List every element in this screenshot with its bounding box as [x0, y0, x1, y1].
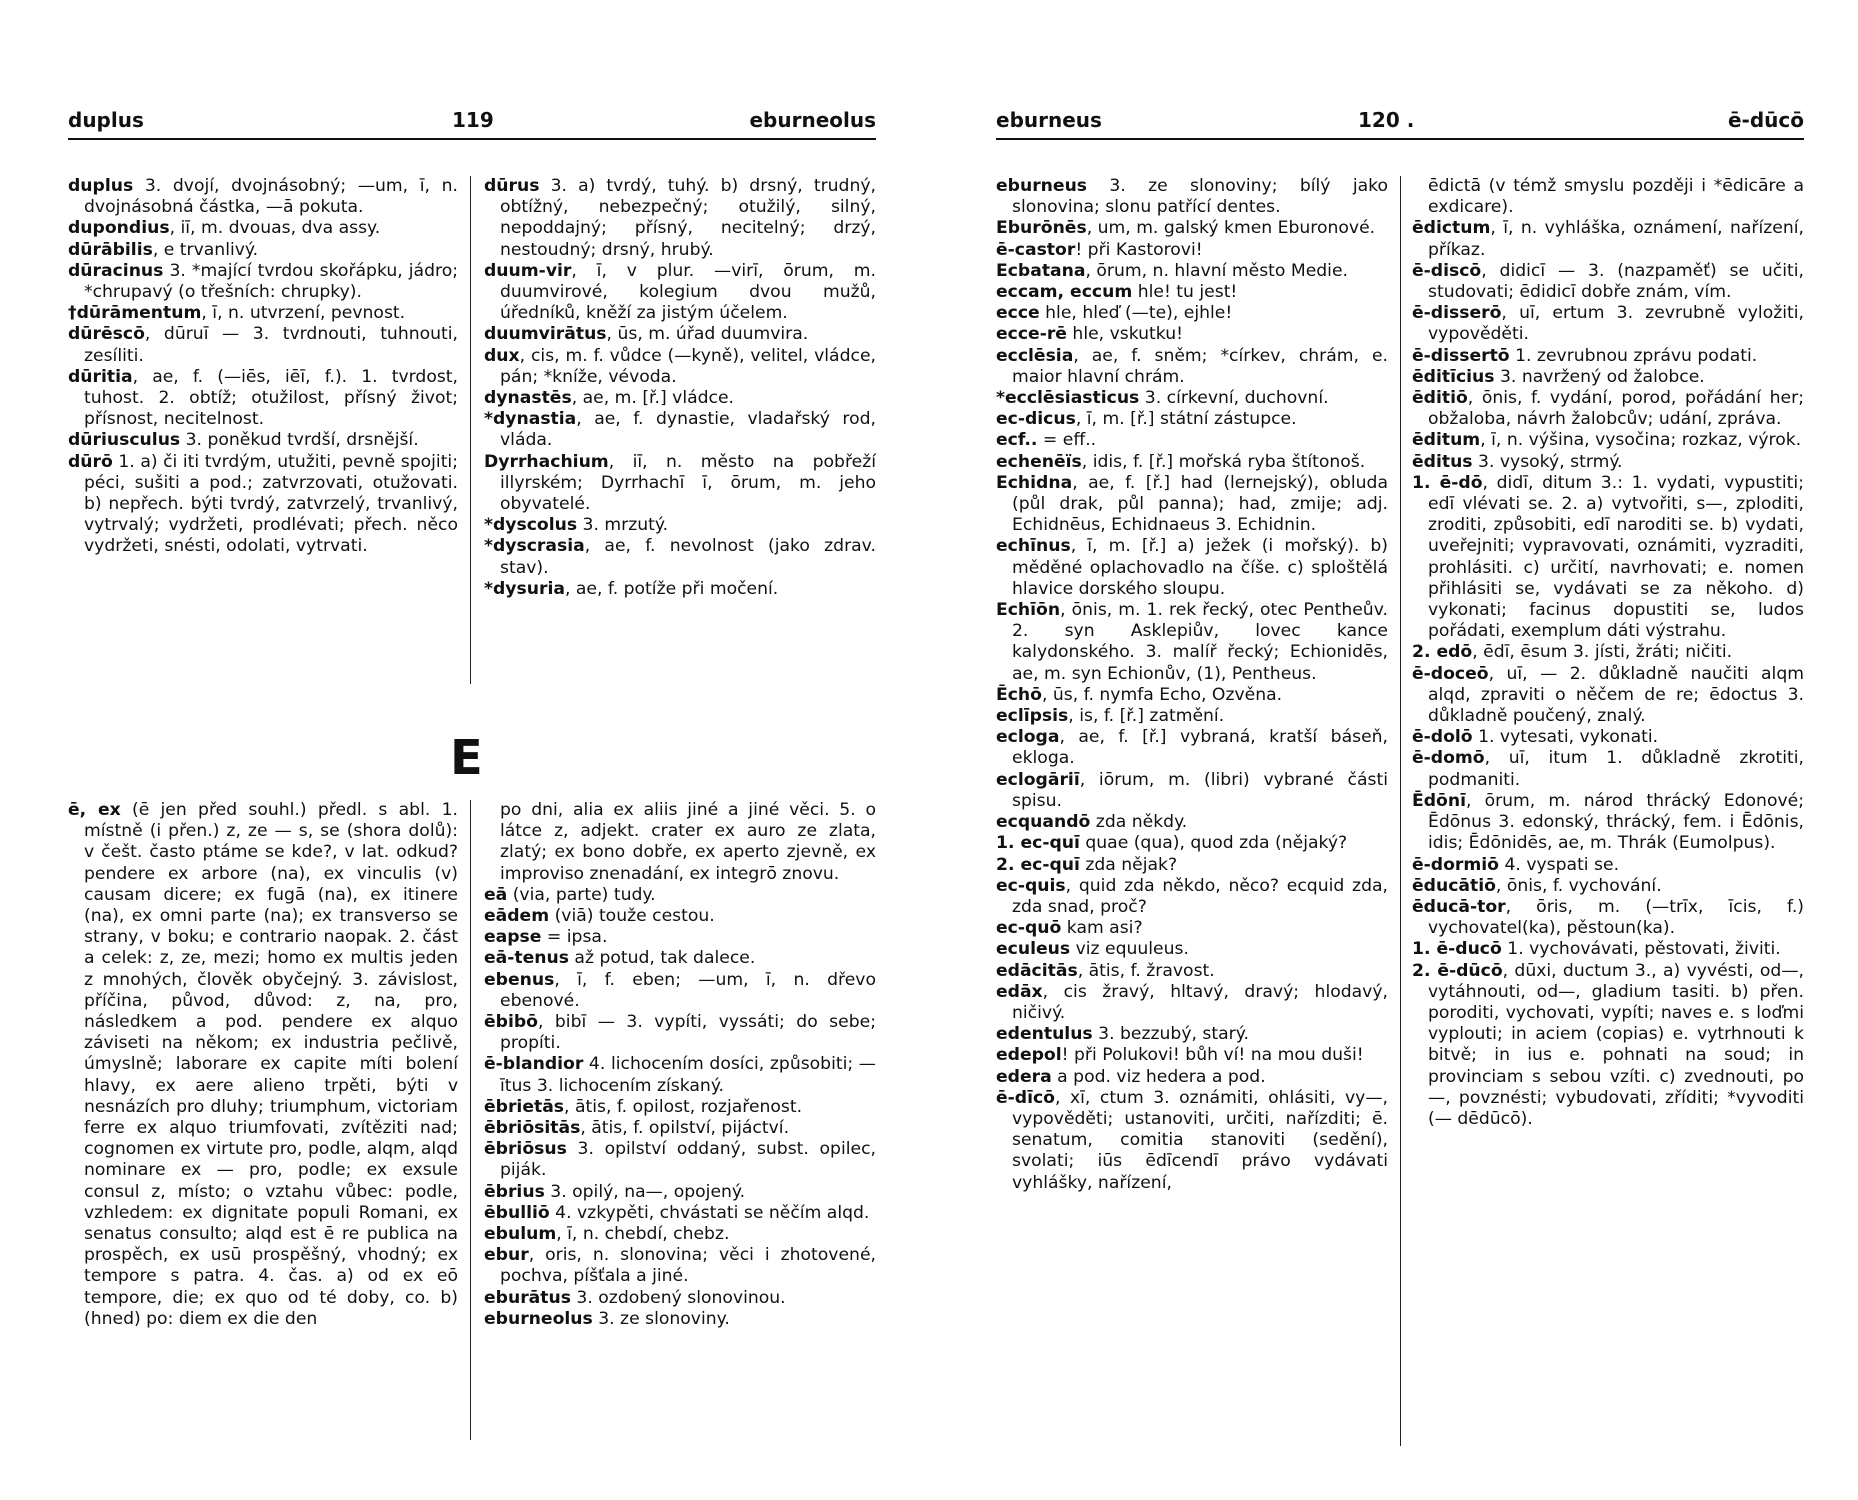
entry-headword: ēbulliō [484, 1202, 550, 1223]
dictionary-entry [1412, 939, 1804, 960]
entry-definition: , ae, f. [ř.] had (lernejský), obluda (půl drak, půl panna); had, zmije; adj. Echidnēus, Echidnaeus 3. Echidnin. [1012, 472, 1388, 536]
header-rule [68, 138, 876, 140]
entry-headword: ec-dicus [996, 409, 1076, 430]
dictionary-entry [484, 1054, 876, 1096]
dictionary-entry [996, 1067, 1388, 1088]
entry-headword: duum-vir [484, 260, 572, 281]
entry-headword: Echīōn [996, 600, 1061, 621]
entry-headword: ē-doceō [1412, 663, 1489, 684]
entry-definition: 3. ze slonoviny; bílý jako slonovina; slonu patřící dentes. [1012, 176, 1388, 218]
entry-headword: ēbibō [484, 1012, 538, 1033]
column-divider [470, 800, 471, 1440]
entry-definition: = ipsa. [541, 927, 608, 948]
entry-headword: dūritia [68, 366, 133, 387]
header-first-headword: eburneus [996, 108, 1102, 132]
column-top-right [484, 176, 876, 600]
entry-headword: ēditum [1412, 430, 1481, 451]
dictionary-entry [484, 452, 876, 516]
dictionary-entry [484, 970, 876, 1012]
entry-headword: dūriusculus [68, 430, 181, 451]
entry-headword: duplus [68, 176, 134, 196]
entry-headword: ecce [996, 303, 1040, 324]
entry-definition: , ātis, f. opilství, pijáctví. [580, 1118, 790, 1139]
dictionary-entry [1412, 748, 1804, 790]
dictionary-entry [484, 324, 876, 345]
entry-definition: , ēdī, ēsum 3. jísti, žráti; ničiti. [1472, 642, 1733, 663]
dictionary-entry [68, 367, 458, 431]
entry-definition: , e trvanlivý. [152, 239, 259, 260]
entry-headword: dūrō [68, 451, 113, 472]
entry-headword: †dūrāmentum [68, 303, 202, 324]
entry-definition: ! při Polukovi! bůh ví! na mou duši! [1061, 1045, 1364, 1066]
dictionary-entry [484, 927, 876, 948]
dictionary-entry [996, 176, 1388, 218]
entry-definition: ēdictā (v témž smyslu později i *ēdicāre a exdicare). [1428, 176, 1804, 218]
entry-definition: 3. opilý, na—, opojený. [544, 1181, 746, 1202]
dictionary-entry [996, 982, 1388, 1024]
dictionary-entry [484, 948, 876, 969]
entry-headword: dūrēscō [68, 324, 145, 345]
entry-definition: 3. dvojí, dvojnásobný; —um, ī, n. dvojnásobná částka, —ā pokuta. [84, 176, 458, 218]
entry-headword: 2. ec-quī [996, 854, 1080, 875]
entry-headword: ec-quis [996, 875, 1066, 896]
dictionary-entry [68, 261, 458, 303]
entry-headword: ecce-rē [996, 324, 1067, 345]
entry-definition: , ōnis, f. vychování. [1495, 875, 1662, 896]
entry-definition: quae (qua), quod zda (nějaký? [1079, 833, 1348, 854]
entry-definition: zda někdy. [1090, 812, 1188, 833]
dictionary-entry [996, 409, 1388, 430]
entry-headword: eclīpsis [996, 706, 1069, 727]
entry-definition: , iī, n. město na pobřeží illyrském; Dyrrhachī ī, ōrum, m. jeho obyvatelé. [500, 451, 876, 515]
entry-definition: , iī, m. dvouas, dva assy. [169, 218, 381, 239]
entry-definition: , ōnis, f. vydání, porod, pořádání her; obžaloba, návrh žalobcův; udání, zpráva. [1428, 388, 1804, 430]
dictionary-entry [996, 727, 1388, 769]
dictionary-entry [1412, 367, 1804, 388]
dictionary-entry [484, 1224, 876, 1245]
entry-definition: , ātis, f. žravost. [1077, 960, 1215, 981]
entry-definition: , ī, v plur. —virī, ōrum, m. duumvirové, kolegium dvou mužů, úředníků, kněží za jistým účelem. [500, 260, 876, 324]
dictionary-entry [996, 1024, 1388, 1045]
entry-headword: ē-dormiō [1412, 854, 1499, 875]
dictionary-entry [996, 388, 1388, 409]
entry-definition: , ūs, m. úřad duumvira. [606, 324, 809, 345]
dictionary-entry [484, 176, 876, 261]
header-first-headword: duplus [68, 108, 144, 132]
entry-definition: , ī, f. eben; —um, ī, n. dřevo ebenové. [500, 969, 876, 1011]
dictionary-entry [1412, 303, 1804, 345]
entry-headword: *dyscrasia [484, 536, 585, 557]
entry-definition: , idis, f. [ř.] mořská ryba štítonoš. [1081, 451, 1366, 472]
dictionary-entry [68, 800, 458, 1330]
header-rule [996, 138, 1804, 140]
entry-headword: dupondius [68, 218, 170, 239]
entry-headword: dūrābilis [68, 239, 153, 260]
entry-headword: ēditus [1412, 451, 1473, 472]
entry-definition: hle, hleď (—te), ejhle! [1039, 303, 1233, 324]
dictionary-entry [484, 885, 876, 906]
entry-definition: 1. vychovávati, pěstovati, živiti. [1501, 939, 1781, 960]
entry-headword: ēducātiō [1412, 875, 1496, 896]
entry-definition: , oris, n. slonovina; věci i zhotovené, pochva, píšťala a jiné. [500, 1245, 876, 1287]
entry-headword: Eburōnēs [996, 218, 1087, 239]
entry-definition: 4. lichocením dosíci, způsobiti; —ītus 3. lichocením získaný. [500, 1054, 876, 1096]
dictionary-entry [484, 1139, 876, 1181]
entry-headword: Echidna [996, 472, 1073, 493]
dictionary-entry [484, 1097, 876, 1118]
entry-headword: edera [996, 1066, 1052, 1087]
entry-definition: hle, vskutku! [1066, 324, 1183, 345]
dictionary-entry [68, 430, 458, 451]
entry-definition: , ae, m. [ř.] vládce. [571, 388, 735, 409]
entry-headword: dūracinus [68, 260, 164, 281]
entry-headword: echenēïs [996, 451, 1082, 472]
entry-headword: ē-discō [1412, 260, 1482, 281]
entry-definition: 3. mrzutý. [577, 515, 669, 536]
entry-headword: eburneolus [484, 1308, 593, 1329]
entry-headword: eā-tenus [484, 948, 569, 969]
entry-definition: (via, parte) tudy. [507, 884, 656, 905]
entry-definition: , ae, f. sněm; *církev, chrám, e. maior hlavní chrám. [1012, 345, 1388, 387]
entry-headword: ecloga [996, 727, 1060, 748]
entry-definition: , ūs, f. nymfa Echo, Ozvěna. [1041, 684, 1283, 705]
dictionary-entry [1412, 176, 1804, 218]
column-right [1412, 176, 1804, 1130]
entry-definition: (viā) touže cestou. [549, 906, 715, 927]
dictionary-entry [484, 1118, 876, 1139]
entry-headword: ēbriōsus [484, 1139, 567, 1160]
dictionary-entry [484, 1309, 876, 1330]
entry-definition: , xī, ctum 3. oznámiti, ohlásiti, vy—, vypověděti; ustanoviti, určiti, nařízditi; ē. senatum, comitia stanoviti (sedění), svolati; iūs ēdīcendī právo vydávati vyhlášky, nařízení, [1012, 1087, 1388, 1193]
entry-headword: 1. ē-ducō [1412, 939, 1502, 960]
entry-definition: 1. zevrubnou zprávu podati. [1509, 345, 1758, 366]
dictionary-entry [484, 800, 876, 885]
entry-headword: eapse [484, 927, 542, 948]
dictionary-entry [68, 218, 458, 239]
dictionary-entry [1412, 791, 1804, 855]
entry-headword: eculeus [996, 939, 1071, 960]
entry-definition: , dūruī — 3. tvrdnouti, tuhnouti, zesíliti. [84, 324, 458, 366]
dictionary-entry [996, 473, 1388, 537]
entry-headword: ebulum [484, 1224, 557, 1245]
entry-definition: 3. *mající tvrdou skořápku, jádro; *chrupavý (o třešních: chrupky). [84, 260, 458, 303]
entry-definition: , ātis, f. opilost, rozjařenost. [564, 1096, 803, 1117]
entry-headword: dux [484, 345, 520, 366]
entry-definition: , ī, n. chebdí, chebz. [556, 1224, 730, 1245]
entry-definition: , ōrum, n. hlavní město Medie. [1085, 260, 1348, 281]
dictionary-entry [1412, 218, 1804, 260]
entry-definition: , uī, ertum 3. zevrubně vyložiti, vypověděti. [1428, 303, 1804, 345]
dictionary-entry [484, 906, 876, 927]
entry-definition: viz equuleus. [1070, 939, 1189, 960]
entry-headword: dūrus [484, 176, 540, 196]
entry-headword: ecf.. [996, 430, 1038, 451]
entry-headword: ēbriōsitās [484, 1118, 581, 1139]
dictionary-entry [996, 240, 1388, 261]
entry-headword: eburātus [484, 1287, 571, 1308]
entry-headword: ē-blandior [484, 1054, 584, 1075]
dictionary-entry [484, 536, 876, 578]
entry-headword: ē-dīcō [996, 1087, 1055, 1108]
dictionary-entry [996, 961, 1388, 982]
entry-definition: 4. vzkypěti, chvástati se něčím alqd. [549, 1202, 870, 1223]
entry-headword: *dynastia [484, 409, 577, 430]
entry-definition: , quid zda někdo, něco? ecquid zda, zda snad, proč? [1012, 875, 1388, 917]
dictionary-entry [1412, 855, 1804, 876]
dictionary-entry [996, 536, 1388, 600]
entry-headword: 2. ē-dūcō [1412, 960, 1503, 981]
entry-definition: , cis žravý, hltavý, dravý; hlodavý, ničivý. [1012, 981, 1388, 1023]
dictionary-entry [484, 1203, 876, 1224]
entry-headword: ēbrius [484, 1181, 545, 1202]
entry-definition: ! při Kastorovi! [1075, 239, 1203, 260]
entry-headword: ē-castor [996, 239, 1076, 260]
entry-definition: kam asi? [1061, 918, 1143, 939]
dictionary-entry [1412, 961, 1804, 1131]
entry-definition: , um, m. galský kmen Eburonové. [1086, 218, 1376, 239]
entry-definition: , ī, n. výšina, vysočina; rozkaz, výrok. [1480, 430, 1802, 451]
entry-definition: , dūxi, ductum 3., a) vyvésti, od—, vytáhnouti, od—, gladium tasiti. b) přen. poroditi, vychovati, vypíti; naves e. s loďmi vyplouti; in aciem (copias) e. vytrhnouti k bitvě; in ius e. pohnati na soud; in provinciam s sebou vzíti. c) zvednouti, po—, povznésti; vybudovati, zříditi; *vyvoditi (— dēdūcō). [1428, 960, 1804, 1129]
column-top-left [68, 176, 458, 558]
entry-headword: echīnus [996, 536, 1071, 557]
entry-headword: edepol [996, 1045, 1062, 1066]
dictionary-entry [996, 261, 1388, 282]
entry-headword: eburneus [996, 176, 1088, 196]
entry-definition: 3. církevní, duchovní. [1139, 388, 1329, 409]
dictionary-entry [996, 218, 1388, 239]
entry-headword: Ēdōnī [1412, 790, 1466, 811]
dictionary-entry [996, 833, 1388, 854]
dictionary-entry [996, 1045, 1388, 1066]
dictionary-entry [1412, 727, 1804, 748]
entry-headword: ēducā-tor [1412, 896, 1506, 917]
entry-definition: 3. vysoký, strmý. [1472, 451, 1623, 472]
dictionary-entry [484, 346, 876, 388]
dictionary-entry [996, 324, 1388, 345]
dictionary-entry [996, 452, 1388, 473]
entry-definition: , cis, m. f. vůdce (—kyně), velitel, vládce, pán; *kníže, vévoda. [500, 345, 876, 387]
entry-definition: , ae, f. dynastie, vladařský rod, vláda. [500, 409, 876, 451]
entry-headword: ē-domō [1412, 748, 1485, 769]
entry-definition: 1. a) či iti tvrdým, utužiti, pevně spojiti; péci, sušiti a pod.; zatvrzovati, otužovati. b) nepřech. býti tvrdý, zatvrzelý, trvanlivý, vytrvalý; vydržeti, prodlévati; přech. něco vydržeti, snésti, odolati, vytrvati. [84, 451, 458, 557]
entry-definition: , ī, n. vyhláška, oznámení, nařízení, příkaz. [1428, 218, 1804, 260]
dictionary-entry [1412, 642, 1804, 663]
entry-definition: , didicī — 3. (nazpaměť) se učiti, studovati; ēdidicī dobře znám, vím. [1428, 260, 1804, 303]
dictionary-entry [484, 515, 876, 536]
left-page-header [68, 108, 876, 138]
entry-headword: *dysuria [484, 578, 565, 599]
dictionary-entry [1412, 430, 1804, 451]
entry-definition: 4. vyspati se. [1499, 854, 1620, 875]
entry-definition: 3. poněkud tvrdší, drsnější. [180, 430, 419, 451]
entry-headword: 1. ec-quī [996, 833, 1080, 854]
dictionary-entry [996, 346, 1388, 388]
dictionary-entry [68, 324, 458, 366]
dictionary-entry [484, 261, 876, 325]
entry-definition: , iōrum, m. (libri) vybrané části spisu. [1012, 769, 1388, 811]
column-bottom-left [68, 800, 458, 1330]
entry-headword: Ecbatana [996, 260, 1086, 281]
entry-definition: , didī, ditum 3.: 1. vydati, vypustiti; edī vlévati se. 2. a) vytvořiti, s—, zploditi, zroditi, způsobiti, edī naroditi se. b) vydati, uveřejniti; vypravovati, oznámiti, vyzraditi, prohlásiti. c) určití, navrhovati; e. nomen přihlásiti se, vydávati se za někoho. d) vykonati; facinus dopustiti se, ludos pořádati, exemplum dáti výstrahu. [1428, 472, 1804, 642]
entry-definition: , ae, f. [ř.] vybraná, kratší báseň, ekloga. [1012, 727, 1388, 769]
entry-headword: ē-disserō [1412, 303, 1502, 324]
entry-headword: *dyscolus [484, 515, 578, 536]
entry-definition: 3. a) tvrdý, tuhý. b) drsný, trudný, obtížný, nebezpečný; otužilý, silný, nepoddajný; přísný, necitelný; drzý, nestoudný; drsný, hrubý. [500, 176, 876, 260]
page-number: 119 [452, 108, 494, 132]
entry-headword: Ēchō [996, 684, 1042, 705]
column-divider [1400, 176, 1401, 1446]
entry-definition: a pod. viz hedera a pod. [1051, 1066, 1266, 1087]
entry-headword: ecclēsia [996, 345, 1074, 366]
entry-definition: 3. ze slonoviny. [592, 1308, 730, 1329]
dictionary-entry [996, 600, 1388, 685]
entry-headword: 2. edō [1412, 642, 1473, 663]
entry-definition: , ae, f. (—iēs, iēī, f.). 1. tvrdost, tuhost. 2. obtíž; otužilost, přísný život; přísnost, necitelnost. [84, 366, 458, 430]
entry-definition: , is, f. [ř.] zatmění. [1068, 706, 1225, 727]
entry-headword: ēditiō [1412, 388, 1468, 409]
entry-headword: ēbrietās [484, 1096, 565, 1117]
dictionary-entry [68, 240, 458, 261]
entry-headword: ec-quō [996, 918, 1062, 939]
dictionary-entry [996, 706, 1388, 727]
entry-headword: ecquandō [996, 812, 1091, 833]
entry-headword: ē-dissertō [1412, 345, 1510, 366]
entry-definition: , ōnis, m. 1. rek řecký, otec Pentheův. 2. syn Asklepiův, lovec kance kalydonského. 3. malíř řecký; Echionidēs, ae, m. syn Echionův, (1), Pentheus. [1012, 600, 1388, 684]
dictionary-entry [996, 1088, 1388, 1194]
entry-definition: po dni, alia ex aliis jiné a jiné věci. 5. o látce z, adjekt. crater ex auro ze zlata, zlatý; ex bono dobře, ex aperto zjevně, ex improviso znenadání, ex integrō znovu. [500, 800, 876, 884]
entry-headword: ēditīcius [1412, 366, 1495, 387]
section-letter: E [450, 730, 483, 786]
entry-headword: eclogāriī [996, 769, 1080, 790]
entry-headword: edentulus [996, 1024, 1093, 1045]
column-left [996, 176, 1388, 1194]
dictionary-entry [1412, 452, 1804, 473]
entry-headword: ebenus [484, 969, 555, 990]
entry-definition: 3. bezzubý, starý. [1092, 1024, 1249, 1045]
entry-definition: hle! tu jest! [1132, 282, 1238, 303]
dictionary-entry [996, 685, 1388, 706]
dictionary-entry [484, 388, 876, 409]
entry-headword: ēdictum [1412, 218, 1491, 239]
entry-definition: , bibī — 3. vypíti, vyssáti; do sebe; propíti. [500, 1012, 876, 1054]
entry-headword: duumvirātus [484, 324, 607, 345]
entry-definition: 3. opilství oddaný, subst. opilec, piják. [500, 1139, 876, 1181]
dictionary-entry [484, 1012, 876, 1054]
dictionary-entry [1412, 388, 1804, 430]
dictionary-entry [484, 579, 876, 600]
entry-definition: , ī, n. utvrzení, pevnost. [201, 303, 406, 324]
dictionary-entry [68, 303, 458, 324]
entry-headword: dynastēs [484, 388, 572, 409]
entry-headword: eā [484, 884, 508, 905]
dictionary-entry [484, 1288, 876, 1309]
dictionary-entry [68, 452, 458, 558]
entry-definition: , ī, m. [ř.] a) ježek (i mořský). b) měděné oplachovadlo na číše. c) sploštělá hlavice dorského sloupu. [1012, 536, 1388, 599]
entry-headword: eccam, eccum [996, 282, 1133, 303]
dictionary-entry [996, 303, 1388, 324]
entry-definition: , ōrum, m. národ thrácký Edonové; Ēdōnus 3. edonský, thrácký, fem. i Ēdōnis, idis; Ēdōnidēs, ae, m. Thrák (Eumolpus). [1428, 790, 1804, 854]
entry-headword: Dyrrhachium [484, 451, 609, 472]
entry-headword: *ecclēsiasticus [996, 388, 1140, 409]
right-page [930, 0, 1858, 1500]
dictionary-entry [996, 430, 1388, 451]
dictionary-entry [1412, 261, 1804, 303]
dictionary-entry [996, 939, 1388, 960]
entry-definition: zda nějak? [1079, 854, 1178, 875]
dictionary-entry [1412, 473, 1804, 643]
dictionary-entry [68, 176, 458, 218]
entry-definition: = eff.. [1037, 430, 1097, 451]
entry-headword: ē, ex [68, 800, 121, 820]
dictionary-entry [1412, 664, 1804, 728]
column-divider [470, 176, 471, 684]
dictionary-entry [1412, 346, 1804, 367]
right-page-header [996, 108, 1804, 138]
entry-headword: 1. ē-dō [1412, 472, 1483, 493]
dictionary-entry [1412, 876, 1804, 897]
entry-definition: , uī, itum 1. důkladně zkrotiti, podmaniti. [1428, 748, 1804, 790]
entry-definition: , uī, — 2. důkladně naučiti alqm alqd, zpraviti o něčem de re; ēdoctus 3. důkladně poučený, znalý. [1428, 663, 1804, 727]
entry-headword: eādem [484, 906, 550, 927]
entry-headword: ebur [484, 1245, 529, 1266]
entry-headword: edācitās [996, 960, 1078, 981]
dictionary-entry [996, 876, 1388, 918]
entry-definition: 1. vytesati, vykonati. [1472, 727, 1659, 748]
dictionary-entry [996, 812, 1388, 833]
dictionary-entry [484, 409, 876, 451]
entry-definition: 3. ozdobený slonovinou. [570, 1287, 786, 1308]
dictionary-entry [1412, 897, 1804, 939]
entry-definition: , ōris, m. (—trīx, īcis, f.) vychovatel(ka), pěstoun(ka). [1428, 896, 1804, 939]
entry-definition: 3. navržený od žalobce. [1494, 366, 1705, 387]
dictionary-entry [996, 918, 1388, 939]
dictionary-entry [996, 855, 1388, 876]
page-number: 120 . [1358, 108, 1415, 132]
entry-definition: , ae, f. potíže při močení. [564, 578, 779, 599]
entry-headword: edāx [996, 981, 1043, 1002]
entry-definition: , ae, f. nevolnost (jako zdrav. stav). [500, 536, 876, 578]
dictionary-entry [484, 1182, 876, 1203]
entry-definition: (ē jen před souhl.) předl. s abl. 1. místně (i přen.) z, ze — s, se (shora dolů): v češt. často ptáme se kde?, v lat. odkud? pendere ex arbore (na), ex vinculis (v) causam dicere; ex fugā (na), ex itinere (na), ex omni parte (na); ex transverso se strany, v boku; e contrario naopak. 2. část a celek: z, ze, mezi; homo ex multis jeden z mnohých, člověk obyčejný. 3. závislost, příčina, původ, důvod: z, na, pro, následkem a pod. pendere ex alquo záviseti na někom; ex industria pečlivě, úmyslně; laborare ex capite míti bolení hlavy, ex aere alieno trpěti, býti v nesnázích pro dluhy; triumphum, victoriam ferre ex alquo triumfovati, zvítěziti nad; cognomen ex virtute pro, podle, alqm, alqd nominare ex — pro, podle; ex exsule consul z, místo; o vztahu vůbec: podle, vzhledem: ex dignitate populi Romani, ex senatus consulto; alqd est ē re publica na prospěch, ex usū prospěšný, vhodný; ex tempore s patra. 4. čas. a) od ex eō tempore, die; ex quo od té doby, co. b) (hned) po: diem ex die den [84, 800, 458, 1329]
dictionary-entry [996, 282, 1388, 303]
header-last-headword: ē-dūcō [1727, 108, 1804, 132]
entry-definition: až potud, tak dalece. [568, 948, 756, 969]
entry-headword: ē-dolō [1412, 727, 1473, 748]
column-bottom-right [484, 800, 876, 1330]
dictionary-entry [484, 1245, 876, 1287]
entry-definition: , ī, m. [ř.] státní zástupce. [1075, 409, 1297, 430]
dictionary-entry [996, 770, 1388, 812]
header-last-headword: eburneolus [749, 108, 876, 132]
